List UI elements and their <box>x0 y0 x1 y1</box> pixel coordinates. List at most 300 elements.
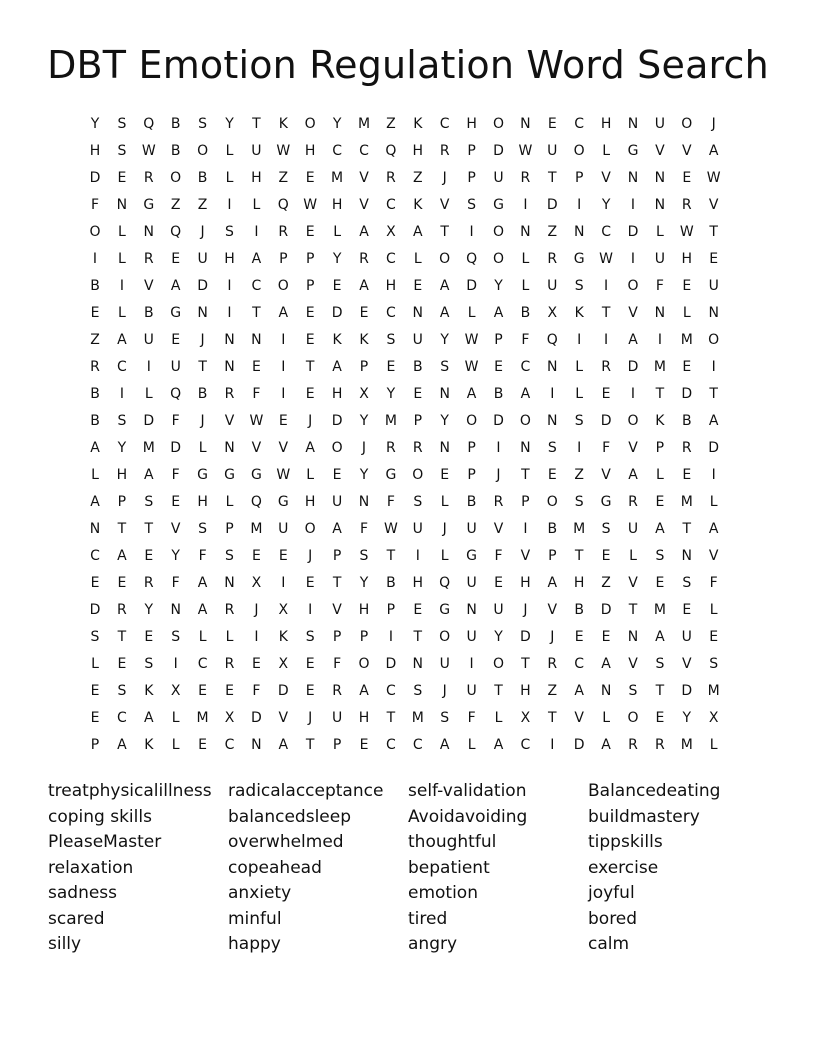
grid-letter[interactable]: L <box>225 170 234 186</box>
grid-letter[interactable]: O <box>573 143 585 159</box>
grid-letter[interactable]: H <box>681 251 693 267</box>
grid-letter[interactable]: Y <box>386 386 396 402</box>
grid-letter[interactable]: N <box>466 602 477 618</box>
grid-letter[interactable]: Z <box>413 170 423 186</box>
grid-letter[interactable]: A <box>439 278 450 294</box>
grid-letter[interactable]: O <box>89 224 101 240</box>
grid-letter[interactable]: C <box>386 305 396 321</box>
grid-letter[interactable]: T <box>144 521 154 537</box>
grid-letter[interactable]: M <box>357 116 371 132</box>
grid-letter[interactable]: H <box>412 575 424 591</box>
grid-letter[interactable]: V <box>332 602 342 618</box>
grid-letter[interactable]: P <box>332 737 342 753</box>
grid-letter[interactable]: C <box>520 359 531 375</box>
grid-letter[interactable]: I <box>119 386 124 402</box>
grid-letter[interactable]: N <box>197 305 208 321</box>
grid-letter[interactable]: E <box>709 251 719 267</box>
grid-letter[interactable]: C <box>224 737 235 753</box>
grid-letter[interactable]: Z <box>90 332 100 348</box>
grid-letter[interactable]: X <box>224 710 235 726</box>
grid-letter[interactable]: P <box>467 467 476 483</box>
grid-letter[interactable]: K <box>413 116 423 132</box>
grid-letter[interactable]: L <box>709 737 718 753</box>
grid-letter[interactable]: S <box>90 629 100 645</box>
grid-letter[interactable]: O <box>627 413 639 429</box>
grid-letter[interactable]: R <box>628 494 638 510</box>
grid-letter[interactable]: P <box>467 440 476 456</box>
grid-letter[interactable]: L <box>117 251 126 267</box>
grid-letter[interactable]: E <box>305 332 315 348</box>
grid-letter[interactable]: H <box>573 575 585 591</box>
grid-letter[interactable]: I <box>577 332 582 348</box>
grid-letter[interactable]: L <box>602 143 610 159</box>
grid-letter[interactable]: Y <box>682 710 692 726</box>
grid-letter[interactable]: S <box>413 494 423 510</box>
grid-letter[interactable]: I <box>281 386 286 402</box>
grid-letter[interactable]: D <box>89 602 101 618</box>
grid-letter[interactable]: F <box>494 548 503 564</box>
grid-letter[interactable]: I <box>415 548 420 564</box>
grid-letter[interactable]: N <box>224 440 235 456</box>
grid-letter[interactable]: L <box>225 629 234 645</box>
grid-letter[interactable]: V <box>359 170 369 186</box>
grid-letter[interactable]: L <box>117 305 126 321</box>
grid-letter[interactable]: U <box>466 521 477 537</box>
grid-letter[interactable]: Y <box>359 575 369 591</box>
grid-letter[interactable]: N <box>600 683 612 699</box>
grid-letter[interactable]: L <box>306 467 315 483</box>
grid-letter[interactable]: E <box>171 332 181 348</box>
grid-letter[interactable]: Y <box>117 440 127 456</box>
grid-letter[interactable]: I <box>227 305 232 321</box>
grid-letter[interactable]: S <box>574 413 584 429</box>
grid-letter[interactable]: U <box>708 278 719 294</box>
grid-letter[interactable]: E <box>251 548 261 564</box>
grid-letter[interactable]: S <box>144 494 154 510</box>
grid-letter[interactable]: O <box>277 278 289 294</box>
grid-letter[interactable]: B <box>574 602 584 618</box>
grid-letter[interactable]: Y <box>440 332 449 348</box>
grid-letter[interactable]: X <box>359 386 369 402</box>
grid-letter[interactable]: N <box>654 197 666 213</box>
grid-letter[interactable]: X <box>251 575 262 591</box>
grid-letter[interactable]: A <box>251 251 262 267</box>
grid-letter[interactable]: F <box>521 332 530 348</box>
grid-letter[interactable]: V <box>628 575 638 591</box>
grid-letter[interactable]: C <box>520 737 531 753</box>
grid-letter[interactable]: F <box>198 548 207 564</box>
grid-letter[interactable]: I <box>711 467 716 483</box>
grid-letter[interactable]: A <box>90 494 100 510</box>
grid-letter[interactable]: A <box>144 467 154 483</box>
grid-letter[interactable]: E <box>547 116 557 132</box>
grid-letter[interactable]: R <box>117 602 127 618</box>
grid-letter[interactable]: N <box>520 224 531 240</box>
grid-letter[interactable]: X <box>386 224 396 240</box>
grid-letter[interactable]: W <box>383 521 398 537</box>
grid-letter[interactable]: J <box>496 467 501 483</box>
grid-letter[interactable]: Q <box>170 224 182 240</box>
grid-letter[interactable]: J <box>200 413 205 429</box>
grid-letter[interactable]: U <box>439 656 450 672</box>
grid-letter[interactable]: I <box>388 629 393 645</box>
grid-letter[interactable]: Q <box>466 251 478 267</box>
grid-letter[interactable]: P <box>655 440 665 456</box>
grid-letter[interactable]: N <box>358 494 370 510</box>
grid-letter[interactable]: X <box>708 710 719 726</box>
grid-letter[interactable]: O <box>627 278 639 294</box>
grid-letter[interactable]: L <box>629 548 637 564</box>
grid-letter[interactable]: K <box>574 305 584 321</box>
grid-letter[interactable]: M <box>384 413 397 429</box>
grid-letter[interactable]: K <box>144 737 154 753</box>
grid-letter[interactable]: O <box>170 170 182 186</box>
grid-letter[interactable]: T <box>413 629 423 645</box>
grid-letter[interactable]: S <box>198 116 208 132</box>
grid-letter[interactable]: E <box>198 683 208 699</box>
grid-letter[interactable]: Z <box>278 170 289 186</box>
grid-letter[interactable]: T <box>655 386 665 402</box>
grid-letter[interactable]: E <box>494 359 503 375</box>
grid-letter[interactable]: A <box>601 656 611 672</box>
grid-letter[interactable]: O <box>304 116 316 132</box>
grid-letter[interactable]: Y <box>332 116 342 132</box>
grid-letter[interactable]: N <box>439 440 450 456</box>
grid-letter[interactable]: I <box>469 224 474 240</box>
grid-letter[interactable]: B <box>170 116 181 132</box>
grid-letter[interactable]: T <box>548 170 557 186</box>
grid-letter[interactable]: A <box>278 737 289 753</box>
grid-letter[interactable]: N <box>224 575 235 591</box>
grid-letter[interactable]: D <box>197 278 208 294</box>
grid-letter[interactable]: M <box>653 602 666 618</box>
grid-letter[interactable]: B <box>466 494 477 510</box>
grid-letter[interactable]: A <box>708 143 719 159</box>
grid-letter[interactable]: A <box>359 683 369 699</box>
grid-letter[interactable]: E <box>494 575 503 591</box>
grid-letter[interactable]: E <box>90 305 100 321</box>
grid-letter[interactable]: H <box>197 494 208 510</box>
grid-letter[interactable]: L <box>225 494 234 510</box>
grid-letter[interactable]: C <box>386 737 396 753</box>
grid-letter[interactable]: V <box>278 710 289 726</box>
grid-letter[interactable]: I <box>281 575 286 591</box>
grid-letter[interactable]: W <box>141 143 156 159</box>
grid-letter[interactable]: X <box>170 683 181 699</box>
grid-letter[interactable]: O <box>681 116 693 132</box>
grid-letter[interactable]: V <box>708 197 719 213</box>
grid-letter[interactable]: A <box>413 224 423 240</box>
grid-letter[interactable]: B <box>143 305 154 321</box>
grid-letter[interactable]: U <box>493 170 504 186</box>
grid-letter[interactable]: X <box>520 710 531 726</box>
grid-letter[interactable]: O <box>492 224 505 240</box>
grid-letter[interactable]: A <box>493 737 504 753</box>
grid-letter[interactable]: N <box>412 656 424 672</box>
grid-letter[interactable]: V <box>493 521 504 537</box>
grid-letter[interactable]: P <box>359 359 369 375</box>
grid-letter[interactable]: G <box>385 467 397 483</box>
grid-letter[interactable]: F <box>171 467 180 483</box>
grid-letter[interactable]: Q <box>439 575 451 591</box>
grid-letter[interactable]: B <box>547 521 558 537</box>
grid-letter[interactable]: G <box>250 467 262 483</box>
grid-letter[interactable]: E <box>682 278 692 294</box>
grid-letter[interactable]: P <box>359 629 369 645</box>
grid-letter[interactable]: L <box>440 548 449 564</box>
grid-letter[interactable]: L <box>494 710 503 726</box>
grid-letter[interactable]: D <box>331 305 343 321</box>
grid-letter[interactable]: E <box>359 305 369 321</box>
grid-letter[interactable]: H <box>331 386 343 402</box>
grid-letter[interactable]: S <box>225 548 234 564</box>
grid-letter[interactable]: C <box>197 656 208 672</box>
grid-letter[interactable]: S <box>440 359 450 375</box>
grid-letter[interactable]: P <box>467 143 476 159</box>
grid-letter[interactable]: B <box>197 170 208 186</box>
grid-letter[interactable]: P <box>574 170 584 186</box>
grid-letter[interactable]: S <box>359 548 369 564</box>
grid-letter[interactable]: E <box>90 575 100 591</box>
grid-letter[interactable]: T <box>709 386 718 402</box>
grid-letter[interactable]: R <box>143 575 154 591</box>
grid-letter[interactable]: I <box>173 656 178 672</box>
grid-letter[interactable]: G <box>627 143 639 159</box>
grid-letter[interactable]: L <box>709 494 718 510</box>
grid-letter[interactable]: R <box>224 386 235 402</box>
grid-letter[interactable]: R <box>439 143 450 159</box>
grid-letter[interactable]: E <box>117 575 127 591</box>
grid-letter[interactable]: A <box>628 332 638 348</box>
grid-letter[interactable]: R <box>332 683 342 699</box>
grid-letter[interactable]: I <box>604 278 609 294</box>
grid-letter[interactable]: F <box>602 440 611 456</box>
grid-letter[interactable]: F <box>171 413 180 429</box>
grid-letter[interactable]: N <box>224 332 235 348</box>
grid-letter[interactable]: I <box>630 197 636 213</box>
grid-letter[interactable]: I <box>281 332 286 348</box>
grid-letter[interactable]: D <box>170 440 182 456</box>
grid-letter[interactable]: U <box>547 143 558 159</box>
grid-letter[interactable]: R <box>681 197 692 213</box>
grid-letter[interactable]: Q <box>385 143 397 159</box>
grid-letter[interactable]: G <box>170 305 182 321</box>
grid-letter[interactable]: L <box>467 305 476 321</box>
grid-letter[interactable]: L <box>91 467 99 483</box>
grid-letter[interactable]: F <box>252 386 261 402</box>
grid-letter[interactable]: Q <box>277 197 289 213</box>
grid-letter[interactable]: I <box>577 440 582 456</box>
grid-letter[interactable]: I <box>254 224 259 240</box>
grid-letter[interactable]: F <box>709 575 718 591</box>
grid-letter[interactable]: J <box>550 629 555 645</box>
grid-letter[interactable]: A <box>520 386 531 402</box>
grid-letter[interactable]: E <box>305 224 315 240</box>
grid-letter[interactable]: Y <box>90 116 100 132</box>
grid-letter[interactable]: M <box>196 710 209 726</box>
grid-letter[interactable]: J <box>711 116 716 132</box>
grid-letter[interactable]: P <box>332 548 342 564</box>
grid-letter[interactable]: A <box>628 467 638 483</box>
grid-letter[interactable]: S <box>386 332 396 348</box>
grid-letter[interactable]: S <box>682 575 692 591</box>
grid-letter[interactable]: V <box>708 548 719 564</box>
grid-letter[interactable]: G <box>573 251 585 267</box>
grid-letter[interactable]: E <box>413 602 423 618</box>
grid-letter[interactable]: K <box>278 629 288 645</box>
grid-letter[interactable]: D <box>466 278 477 294</box>
grid-letter[interactable]: P <box>225 521 234 537</box>
grid-letter[interactable]: U <box>331 494 343 510</box>
grid-letter[interactable]: X <box>547 305 558 321</box>
grid-letter[interactable]: E <box>413 278 423 294</box>
grid-letter[interactable]: X <box>278 656 289 672</box>
grid-letter[interactable]: A <box>466 386 477 402</box>
grid-letter[interactable]: A <box>655 521 665 537</box>
grid-letter[interactable]: M <box>680 737 693 753</box>
grid-letter[interactable]: S <box>709 656 719 672</box>
grid-letter[interactable]: D <box>251 710 262 726</box>
grid-letter[interactable]: D <box>520 629 531 645</box>
grid-letter[interactable]: J <box>442 683 447 699</box>
grid-letter[interactable]: Q <box>170 386 182 402</box>
grid-letter[interactable]: J <box>200 224 205 240</box>
grid-letter[interactable]: E <box>90 710 100 726</box>
grid-letter[interactable]: K <box>413 197 423 213</box>
grid-letter[interactable]: I <box>657 332 662 348</box>
grid-letter[interactable]: H <box>412 143 424 159</box>
grid-letter[interactable]: Y <box>494 629 503 645</box>
grid-letter[interactable]: C <box>574 116 585 132</box>
grid-letter[interactable]: Y <box>144 602 154 618</box>
grid-letter[interactable]: N <box>251 332 262 348</box>
grid-letter[interactable]: T <box>332 575 342 591</box>
grid-letter[interactable]: H <box>304 494 316 510</box>
grid-letter[interactable]: U <box>493 602 504 618</box>
grid-letter[interactable]: V <box>628 656 638 672</box>
grid-letter[interactable]: V <box>628 305 638 321</box>
grid-letter[interactable]: I <box>604 332 609 348</box>
grid-letter[interactable]: A <box>439 737 450 753</box>
grid-letter[interactable]: Y <box>225 116 234 132</box>
grid-letter[interactable]: E <box>655 710 665 726</box>
grid-letter[interactable]: D <box>600 413 612 429</box>
grid-letter[interactable]: E <box>305 575 315 591</box>
grid-letter[interactable]: A <box>144 710 154 726</box>
grid-letter[interactable]: E <box>682 467 692 483</box>
grid-letter[interactable]: I <box>711 359 716 375</box>
grid-letter[interactable]: T <box>252 116 261 132</box>
grid-letter[interactable]: O <box>492 116 505 132</box>
grid-letter[interactable]: S <box>225 224 234 240</box>
grid-letter[interactable]: G <box>277 494 289 510</box>
grid-letter[interactable]: Y <box>440 413 449 429</box>
grid-letter[interactable]: M <box>653 359 666 375</box>
grid-letter[interactable]: U <box>466 629 477 645</box>
grid-letter[interactable]: V <box>574 710 584 726</box>
grid-letter[interactable]: L <box>91 656 99 672</box>
grid-letter[interactable]: B <box>681 413 692 429</box>
grid-letter[interactable]: L <box>171 710 180 726</box>
grid-letter[interactable]: N <box>627 116 639 132</box>
grid-letter[interactable]: E <box>655 494 665 510</box>
grid-letter[interactable]: E <box>144 629 154 645</box>
grid-letter[interactable]: L <box>521 278 530 294</box>
grid-letter[interactable]: P <box>90 737 100 753</box>
grid-letter[interactable]: H <box>251 170 262 186</box>
grid-letter[interactable]: B <box>90 386 100 402</box>
grid-letter[interactable]: G <box>224 467 235 483</box>
grid-letter[interactable]: E <box>251 656 261 672</box>
grid-letter[interactable]: U <box>654 116 666 132</box>
grid-letter[interactable]: Q <box>546 332 558 348</box>
grid-letter[interactable]: F <box>359 521 369 537</box>
grid-letter[interactable]: O <box>412 467 424 483</box>
grid-letter[interactable]: W <box>518 143 533 159</box>
grid-letter[interactable]: D <box>573 737 585 753</box>
grid-letter[interactable]: V <box>682 656 692 672</box>
grid-letter[interactable]: E <box>305 656 315 672</box>
grid-letter[interactable]: O <box>439 629 451 645</box>
grid-letter[interactable]: E <box>90 683 100 699</box>
grid-letter[interactable]: E <box>386 359 396 375</box>
grid-letter[interactable]: R <box>520 170 531 186</box>
grid-letter[interactable]: T <box>386 710 396 726</box>
grid-letter[interactable]: N <box>547 413 558 429</box>
grid-letter[interactable]: K <box>655 413 665 429</box>
grid-letter[interactable]: E <box>305 305 315 321</box>
grid-letter[interactable]: I <box>146 359 151 375</box>
grid-letter[interactable]: O <box>304 521 316 537</box>
grid-letter[interactable]: T <box>198 359 207 375</box>
grid-letter[interactable]: W <box>249 413 264 429</box>
grid-letter[interactable]: K <box>332 332 342 348</box>
grid-letter[interactable]: L <box>655 467 664 483</box>
grid-letter[interactable]: Z <box>386 116 396 132</box>
grid-letter[interactable]: T <box>386 548 396 564</box>
grid-letter[interactable]: J <box>308 413 313 429</box>
grid-letter[interactable]: T <box>440 224 449 240</box>
grid-letter[interactable]: J <box>200 332 205 348</box>
grid-letter[interactable]: V <box>224 413 235 429</box>
grid-letter[interactable]: A <box>332 359 342 375</box>
grid-letter[interactable]: S <box>171 629 181 645</box>
grid-letter[interactable]: V <box>439 197 450 213</box>
grid-letter[interactable]: V <box>278 440 289 456</box>
grid-letter[interactable]: J <box>361 440 367 456</box>
grid-letter[interactable]: T <box>305 359 315 375</box>
grid-letter[interactable]: U <box>278 521 289 537</box>
grid-letter[interactable]: T <box>655 683 665 699</box>
grid-letter[interactable]: Y <box>359 467 369 483</box>
grid-letter[interactable]: A <box>359 224 369 240</box>
grid-letter[interactable]: Z <box>170 197 181 213</box>
grid-letter[interactable]: S <box>440 710 450 726</box>
grid-letter[interactable]: A <box>117 737 127 753</box>
grid-letter[interactable]: S <box>655 656 665 672</box>
grid-letter[interactable]: I <box>469 656 474 672</box>
grid-letter[interactable]: C <box>332 143 342 159</box>
grid-letter[interactable]: I <box>254 629 259 645</box>
grid-letter[interactable]: G <box>493 197 504 213</box>
grid-letter[interactable]: A <box>547 575 558 591</box>
grid-letter[interactable]: E <box>332 278 342 294</box>
grid-letter[interactable]: E <box>251 359 261 375</box>
grid-letter[interactable]: K <box>278 116 288 132</box>
grid-letter[interactable]: N <box>224 359 235 375</box>
grid-letter[interactable]: F <box>467 710 476 726</box>
grid-letter[interactable]: J <box>442 521 447 537</box>
